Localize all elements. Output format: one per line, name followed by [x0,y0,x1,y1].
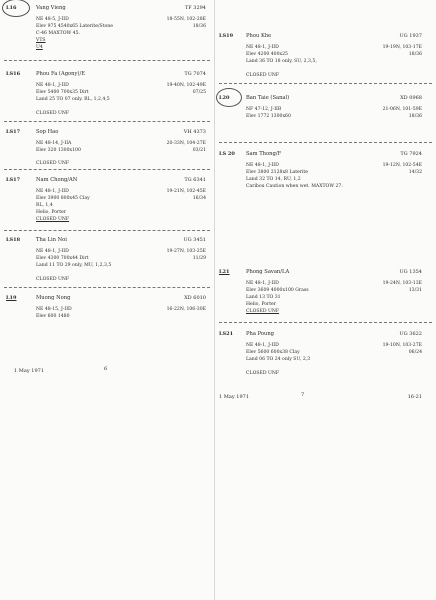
entry-line: Elev 1772 1300x60 [246,114,291,119]
entry-name: Sam Thong/F [246,151,282,157]
entry-line: NE 48-5, J-IID [36,17,69,22]
entry-coords: 21-06N, 101-59E [382,107,422,112]
footer-page-number: 7 [301,392,305,398]
entry-line: NE 48-1, J-IID [36,249,69,254]
entry-id: LS16 [6,71,21,77]
entry-coords: 20-33N, 104-27E [166,141,206,146]
entry-runway: 16/34 [192,196,206,201]
entry-name: Ban Taie (Sanal) [246,95,290,101]
entry-runway: 06/24 [408,350,422,355]
entry-id: LS 20 [219,151,235,157]
entry-coords: 19-19N, 103-17E [382,45,422,50]
entry-name: Sop Hao [36,129,59,135]
entry-line: NE 48-15, J-IID [36,307,72,312]
divider [4,60,210,61]
entry-grid: TG 7924 [400,151,422,157]
entry-line: NE 48-1, J-IID [246,281,279,286]
entry-runway: 18/36 [408,114,422,119]
entry-line: VTS [36,38,46,43]
entry-runway: 11/29 [192,256,206,261]
entry-status: CLOSED UNF [36,111,70,116]
entry-grid: TF 3294 [184,5,206,11]
left-page [0,0,215,600]
entry-id: LS18 [6,237,21,243]
entry-coords: 19-10N, 103-27E [382,343,422,348]
entry-status: CLOSED UNF [246,309,280,314]
divider [219,142,432,143]
entry-line: NE 48-1, J-IID [36,189,69,194]
entry-line: Helio, Porter [246,302,276,307]
entry-coords: 19-27N, 103-25E [166,249,206,254]
entry-line: Elev 4300 700x44 Dirt [36,256,89,261]
entry-id: L20 [219,95,230,101]
entry-name: Phou Khe [246,33,272,39]
entry-name: Pha Poung [246,331,274,337]
entry-line: NE 48-1, J-IID [246,45,279,50]
entry-line: Land 13 TO 31 [246,295,281,300]
entry-status: CLOSED UNF [36,277,70,282]
entry-line: Land 36 TO 18 only, SU, 2,3,5, [246,59,317,64]
entry-line: Elev 975 4540x65 Laterite/Stone [36,24,113,29]
entry-runway: 07/25 [192,90,206,95]
entry-name: Vang Vieng [36,5,66,11]
entry-line: Land 11 TO 29 only, MU, 1,2,3,5 [36,263,112,268]
entry-runway: 18/36 [408,52,422,57]
entry-id: L19 [6,295,17,301]
entry-line: C-46 MAXTOW 45. [36,31,80,36]
entry-runway: 13/31 [408,288,422,293]
entry-name: Tha Lin Noi [36,237,67,243]
entry-runway: 18/36 [192,24,206,29]
entry-grid: TG 7074 [184,71,206,77]
entry-runway: 03/21 [192,148,206,153]
entry-grid: UG 3622 [399,331,422,337]
entry-runway: 14/32 [408,170,422,175]
entry-line: NE 48-1, J-IID [246,163,279,168]
entry-grid: UG 1937 [399,33,422,39]
entry-line: Elev 320 1300x100 [36,148,81,153]
entry-line: Elev 5400 700x35 Dirt [36,90,89,95]
entry-status: CLOSED UNF [246,73,280,78]
entry-grid: UG 1354 [399,269,422,275]
entry-status: CLOSED UNF [246,371,280,376]
footer-entry-range: 16-21 [407,394,422,400]
entry-coords: 18-55N, 102-28E [166,17,206,22]
entry-coords: 16-22N, 106-30E [166,307,206,312]
entry-line: Elev 5600 600x38 Clay [246,350,300,355]
entry-line: Land 06 TO 24 only SU, 2,3 [246,357,311,362]
entry-line: Caribou Caution when wet. MAXTOW 27. [246,184,343,189]
entry-status: CLOSED UNF [36,217,70,222]
entry-name: Phong Savan/LA [246,269,290,275]
entry-status: CLOSED UNF [36,161,70,166]
divider [4,121,210,122]
entry-id: LS17 [6,129,21,135]
entry-line: Land 32 TO 14, RU, 1,2 [246,177,301,182]
entry-name: Nam Chong/AN [36,177,78,183]
entry-grid: TG 6341 [184,177,206,183]
entry-coords: 19-12N, 102-54E [382,163,422,168]
entry-grid: UG 3451 [183,237,206,243]
entry-id: L21 [219,269,230,275]
entry-id: LS19 [219,33,234,39]
divider [219,83,432,84]
divider [4,230,210,231]
entry-line: Elev 3900 800x45 Clay [36,196,90,201]
entry-grid: XD 6010 [184,295,206,301]
entry-line: U4 [36,45,43,50]
entry-line: RL, 1,4 [36,203,53,208]
footer-page-number: 6 [104,366,108,372]
entry-name: Phou Fa (Agony)/E [36,71,85,77]
entry-grid: XD 0968 [400,95,422,101]
entry-coords: 19-21N, 102-45E [166,189,206,194]
footer-date: 1 May 1971 [14,368,45,374]
entry-name: Muong Nong [36,295,71,301]
entry-id: L16 [6,5,17,11]
entry-line: NE 48-14, J-IIA [36,141,72,146]
divider [4,287,210,288]
entry-line: Elev 4200 400x25 [246,52,288,57]
entry-line: Land 25 TO 07 only. RL, 1,2,4,5 [36,97,110,102]
divider [219,322,432,323]
entry-line: NE 48-1, J-IID [36,83,69,88]
divider [4,169,210,170]
entry-line: NE 48-1, J-IID [246,343,279,348]
entry-coords: 19-40N, 102-49E [166,83,206,88]
entry-line: Elev 600 1480 [36,314,70,319]
footer-date: 1 May 1971 [219,394,250,400]
entry-id: LS17 [6,177,21,183]
entry-line: Elev 3800 2128x8 Laterite [246,170,308,175]
right-page [215,0,436,600]
entry-line: NF 47-12, J-IIB [246,107,282,112]
entry-line: Helio, Porter [36,210,66,215]
entry-coords: 19-24N, 103-13E [382,281,422,286]
entry-line: Elev 3609 4000x100 Grass [246,288,309,293]
entry-grid: VH 4373 [183,129,206,135]
entry-id: LS21 [219,331,234,337]
